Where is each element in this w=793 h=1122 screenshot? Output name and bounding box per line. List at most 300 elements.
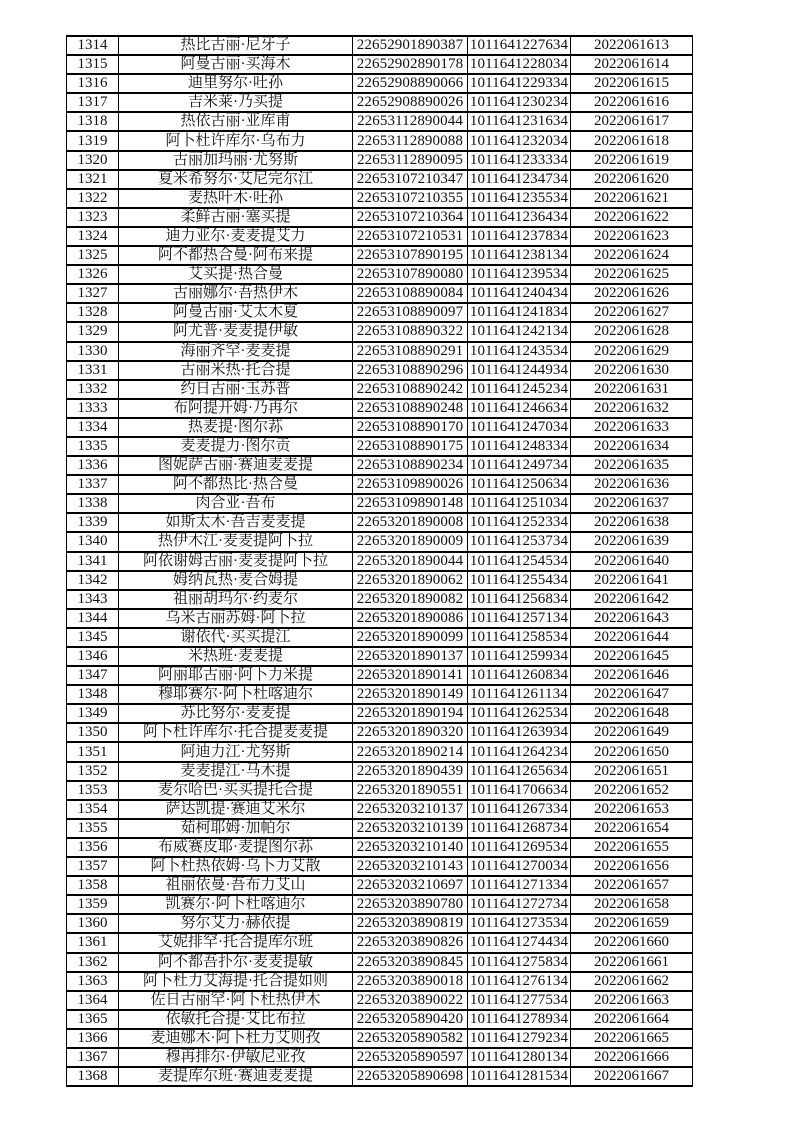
record-number-cell: 1011641273534 (468, 914, 571, 933)
table-row (67, 953, 693, 972)
id-number-cell: 22653112890095 (353, 151, 468, 170)
name-cell: 凯赛尔·阿卜杜喀迪尔 (119, 895, 353, 914)
name-cell: 麦热叶木·吐孙 (119, 189, 353, 208)
record-number-cell: 1011641252334 (468, 513, 571, 532)
record-number-cell: 1011641245234 (468, 380, 571, 399)
serial-number-cell: 1365 (67, 1010, 119, 1029)
date-code-cell: 2022061638 (571, 513, 693, 532)
serial-number-cell: 1340 (67, 532, 119, 551)
date-code-cell: 2022061666 (571, 1048, 693, 1067)
id-number-cell: 22653108890248 (353, 399, 468, 418)
name-cell: 麦麦提江·马木提 (119, 762, 353, 781)
table-row (67, 609, 693, 628)
record-number-cell: 1011641279234 (468, 1029, 571, 1048)
record-number-cell: 1011641278934 (468, 1010, 571, 1029)
date-code-cell: 2022061652 (571, 781, 693, 800)
date-code-cell: 2022061634 (571, 437, 693, 456)
table-row (67, 647, 693, 666)
date-code-cell: 2022061664 (571, 1010, 693, 1029)
date-code-cell: 2022061630 (571, 361, 693, 380)
id-number-cell: 22653109890148 (353, 494, 468, 513)
id-number-cell: 22653107890080 (353, 265, 468, 284)
id-number-cell: 22653108890170 (353, 418, 468, 437)
serial-number-cell: 1362 (67, 953, 119, 972)
record-number-cell: 1011641251034 (468, 494, 571, 513)
record-number-cell: 1011641255434 (468, 571, 571, 590)
table-row (67, 1010, 693, 1029)
record-number-cell: 1011641228034 (468, 55, 571, 74)
table-row (67, 972, 693, 991)
date-code-cell: 2022061624 (571, 246, 693, 265)
id-number-cell: 22653201890082 (353, 590, 468, 609)
id-number-cell: 22653201890194 (353, 704, 468, 723)
id-number-cell: 22653203210137 (353, 800, 468, 819)
table-row (67, 112, 693, 131)
id-number-cell: 22653203890826 (353, 933, 468, 952)
date-code-cell: 2022061629 (571, 342, 693, 361)
date-code-cell: 2022061618 (571, 131, 693, 150)
table-row (67, 189, 693, 208)
serial-number-cell: 1333 (67, 399, 119, 418)
id-number-cell: 22653108890242 (353, 380, 468, 399)
serial-number-cell: 1343 (67, 590, 119, 609)
serial-number-cell: 1337 (67, 475, 119, 494)
name-cell: 阿尤普·麦麦提伊敏 (119, 322, 353, 341)
record-number-cell: 1011641235534 (468, 189, 571, 208)
record-number-cell: 1011641253734 (468, 532, 571, 551)
record-number-cell: 1011641259934 (468, 647, 571, 666)
serial-number-cell: 1345 (67, 628, 119, 647)
record-number-cell: 1011641233334 (468, 151, 571, 170)
table-row (67, 590, 693, 609)
id-number-cell: 22653203890780 (353, 895, 468, 914)
serial-number-cell: 1357 (67, 857, 119, 876)
name-cell: 约日古丽·玉苏普 (119, 380, 353, 399)
id-number-cell: 22653109890026 (353, 475, 468, 494)
date-code-cell: 2022061627 (571, 303, 693, 322)
table-row (67, 742, 693, 761)
name-cell: 米热班·麦麦提 (119, 647, 353, 666)
name-cell: 阿不都热合曼·阿布来提 (119, 246, 353, 265)
table-row (67, 437, 693, 456)
id-number-cell: 22653203890022 (353, 991, 468, 1010)
serial-number-cell: 1334 (67, 418, 119, 437)
date-code-cell: 2022061653 (571, 800, 693, 819)
date-code-cell: 2022061660 (571, 933, 693, 952)
date-code-cell: 2022061644 (571, 628, 693, 647)
name-cell: 古丽加玛丽·尤努斯 (119, 151, 353, 170)
id-number-cell: 22653201890008 (353, 513, 468, 532)
record-number-cell: 1011641271334 (468, 876, 571, 895)
serial-number-cell: 1332 (67, 380, 119, 399)
name-cell: 热麦提·图尔荪 (119, 418, 353, 437)
record-number-cell: 1011641231634 (468, 112, 571, 131)
record-number-cell: 1011641249734 (468, 456, 571, 475)
name-cell: 阿曼古丽·买海木 (119, 55, 353, 74)
id-number-cell: 22653201890009 (353, 532, 468, 551)
id-number-cell: 22653203890819 (353, 914, 468, 933)
table-row (67, 723, 693, 742)
table-row (67, 762, 693, 781)
date-code-cell: 2022061643 (571, 609, 693, 628)
serial-number-cell: 1347 (67, 666, 119, 685)
id-number-cell: 22653201890062 (353, 571, 468, 590)
table-row (67, 170, 693, 189)
table-row (67, 93, 693, 112)
date-code-cell: 2022061628 (571, 322, 693, 341)
table-row (67, 475, 693, 494)
id-number-cell: 22653203210143 (353, 857, 468, 876)
serial-number-cell: 1317 (67, 93, 119, 112)
date-code-cell: 2022061648 (571, 704, 693, 723)
name-cell: 柔鲜古丽·塞买提 (119, 208, 353, 227)
name-cell: 姆纳瓦热·麦合姆提 (119, 571, 353, 590)
date-code-cell: 2022061650 (571, 742, 693, 761)
name-cell: 吉米莱·乃买提 (119, 93, 353, 112)
name-cell: 古丽米热·托合提 (119, 361, 353, 380)
record-number-cell: 1011641230234 (468, 93, 571, 112)
serial-number-cell: 1352 (67, 762, 119, 781)
name-cell: 夏米希努尔·艾尼完尔江 (119, 170, 353, 189)
id-number-cell: 22653201890149 (353, 685, 468, 704)
name-cell: 阿依谢姆古丽·麦麦提阿卜拉 (119, 552, 353, 571)
serial-number-cell: 1325 (67, 246, 119, 265)
name-cell: 阿丽耶古丽·阿卜力米提 (119, 666, 353, 685)
date-code-cell: 2022061654 (571, 819, 693, 838)
table-row (67, 131, 693, 150)
name-cell: 祖丽胡玛尔·约麦尔 (119, 590, 353, 609)
name-cell: 艾买提·热合曼 (119, 265, 353, 284)
date-code-cell: 2022061623 (571, 227, 693, 246)
name-cell: 阿卜杜热依姆·乌卜力艾散 (119, 857, 353, 876)
name-cell: 肉合亚·吾布 (119, 494, 353, 513)
record-number-cell: 1011641275834 (468, 953, 571, 972)
serial-number-cell: 1358 (67, 876, 119, 895)
record-number-cell: 1011641276134 (468, 972, 571, 991)
name-cell: 热比古丽·尼牙子 (119, 36, 353, 55)
serial-number-cell: 1344 (67, 609, 119, 628)
id-number-cell: 22653108890296 (353, 361, 468, 380)
id-number-cell: 22653201890086 (353, 609, 468, 628)
record-number-cell: 1011641239534 (468, 265, 571, 284)
record-number-cell: 1011641706634 (468, 781, 571, 800)
serial-number-cell: 1335 (67, 437, 119, 456)
serial-number-cell: 1319 (67, 131, 119, 150)
date-code-cell: 2022061667 (571, 1067, 693, 1086)
serial-number-cell: 1330 (67, 342, 119, 361)
table-row (67, 914, 693, 933)
id-number-cell: 22653203210139 (353, 819, 468, 838)
name-cell: 热伊木江·麦麦提阿卜拉 (119, 532, 353, 551)
serial-number-cell: 1339 (67, 513, 119, 532)
record-number-cell: 1011641261134 (468, 685, 571, 704)
date-code-cell: 2022061640 (571, 552, 693, 571)
serial-number-cell: 1320 (67, 151, 119, 170)
date-code-cell: 2022061639 (571, 532, 693, 551)
record-number-cell: 1011641265634 (468, 762, 571, 781)
serial-number-cell: 1359 (67, 895, 119, 914)
name-cell: 阿卜杜许库尔·托合提麦麦提 (119, 723, 353, 742)
id-number-cell: 22653201890214 (353, 742, 468, 761)
record-number-cell: 1011641277534 (468, 991, 571, 1010)
serial-number-cell: 1350 (67, 723, 119, 742)
record-number-cell: 1011641244934 (468, 361, 571, 380)
id-number-cell: 22653201890439 (353, 762, 468, 781)
serial-number-cell: 1361 (67, 933, 119, 952)
table-row (67, 857, 693, 876)
serial-number-cell: 1342 (67, 571, 119, 590)
table-row (67, 151, 693, 170)
id-number-cell: 22653112890088 (353, 131, 468, 150)
date-code-cell: 2022061642 (571, 590, 693, 609)
name-cell: 图妮萨古丽·赛迪麦麦提 (119, 456, 353, 475)
id-number-cell: 22653201890141 (353, 666, 468, 685)
date-code-cell: 2022061613 (571, 36, 693, 55)
date-code-cell: 2022061636 (571, 475, 693, 494)
serial-number-cell: 1356 (67, 838, 119, 857)
record-number-cell: 1011641257134 (468, 609, 571, 628)
name-cell: 努尔艾力·赫依提 (119, 914, 353, 933)
table-row (67, 74, 693, 93)
name-cell: 布威赛皮耶·麦提图尔荪 (119, 838, 353, 857)
date-code-cell: 2022061661 (571, 953, 693, 972)
id-number-cell: 22653112890044 (353, 112, 468, 131)
table-row (67, 1048, 693, 1067)
name-cell: 谢依代·买买提江 (119, 628, 353, 647)
table-row (67, 55, 693, 74)
table-row (67, 819, 693, 838)
table-row (67, 933, 693, 952)
id-number-cell: 22653108890291 (353, 342, 468, 361)
date-code-cell: 2022061651 (571, 762, 693, 781)
id-number-cell: 22653108890322 (353, 322, 468, 341)
record-number-cell: 1011641241834 (468, 303, 571, 322)
date-code-cell: 2022061631 (571, 380, 693, 399)
record-number-cell: 1011641272734 (468, 895, 571, 914)
date-code-cell: 2022061625 (571, 265, 693, 284)
name-cell: 阿卜杜力艾海提·托合提如则 (119, 972, 353, 991)
table-row (67, 781, 693, 800)
record-number-cell: 1011641268734 (468, 819, 571, 838)
record-number-cell: 1011641263934 (468, 723, 571, 742)
name-cell: 阿不都热比·热合曼 (119, 475, 353, 494)
serial-number-cell: 1318 (67, 112, 119, 131)
table-row (67, 838, 693, 857)
record-number-cell: 1011641254534 (468, 552, 571, 571)
serial-number-cell: 1346 (67, 647, 119, 666)
name-cell: 麦迪娜木·阿卜杜力艾则孜 (119, 1029, 353, 1048)
table-row (67, 685, 693, 704)
record-number-cell: 1011641269534 (468, 838, 571, 857)
date-code-cell: 2022061626 (571, 284, 693, 303)
serial-number-cell: 1351 (67, 742, 119, 761)
date-code-cell: 2022061633 (571, 418, 693, 437)
id-number-cell: 22653201890099 (353, 628, 468, 647)
serial-number-cell: 1323 (67, 208, 119, 227)
id-number-cell: 22653107210355 (353, 189, 468, 208)
serial-number-cell: 1322 (67, 189, 119, 208)
id-number-cell: 22653201890044 (353, 552, 468, 571)
id-number-cell: 22652901890387 (353, 36, 468, 55)
date-code-cell: 2022061649 (571, 723, 693, 742)
table-row (67, 456, 693, 475)
serial-number-cell: 1353 (67, 781, 119, 800)
serial-number-cell: 1326 (67, 265, 119, 284)
name-cell: 祖丽依曼·吾布力艾山 (119, 876, 353, 895)
id-number-cell: 22653203890018 (353, 972, 468, 991)
table-row (67, 571, 693, 590)
serial-number-cell: 1367 (67, 1048, 119, 1067)
name-cell: 麦尔哈巴·买买提托合提 (119, 781, 353, 800)
record-number-cell: 1011641237834 (468, 227, 571, 246)
table-row (67, 552, 693, 571)
table-row (67, 380, 693, 399)
id-number-cell: 22653205890582 (353, 1029, 468, 1048)
name-cell: 阿卜杜许库尔·乌布力 (119, 131, 353, 150)
date-code-cell: 2022061615 (571, 74, 693, 93)
id-number-cell: 22653107890195 (353, 246, 468, 265)
date-code-cell: 2022061663 (571, 991, 693, 1010)
serial-number-cell: 1338 (67, 494, 119, 513)
table-row (67, 895, 693, 914)
record-number-cell: 1011641280134 (468, 1048, 571, 1067)
id-number-cell: 22653108890084 (353, 284, 468, 303)
record-number-cell: 1011641260834 (468, 666, 571, 685)
table-row (67, 1029, 693, 1048)
record-number-cell: 1011641234734 (468, 170, 571, 189)
date-code-cell: 2022061635 (571, 456, 693, 475)
record-number-cell: 1011641236434 (468, 208, 571, 227)
serial-number-cell: 1316 (67, 74, 119, 93)
id-number-cell: 22653108890097 (353, 303, 468, 322)
serial-number-cell: 1324 (67, 227, 119, 246)
date-code-cell: 2022061659 (571, 914, 693, 933)
record-number-cell: 1011641270034 (468, 857, 571, 876)
table-row (67, 704, 693, 723)
name-cell: 迪里努尔·吐孙 (119, 74, 353, 93)
serial-number-cell: 1314 (67, 36, 119, 55)
name-cell: 茹柯耶姆·加帕尔 (119, 819, 353, 838)
table-row (67, 399, 693, 418)
serial-number-cell: 1327 (67, 284, 119, 303)
serial-number-cell: 1328 (67, 303, 119, 322)
date-code-cell: 2022061655 (571, 838, 693, 857)
id-number-cell: 22653201890551 (353, 781, 468, 800)
serial-number-cell: 1360 (67, 914, 119, 933)
serial-number-cell: 1349 (67, 704, 119, 723)
table-row (67, 991, 693, 1010)
table-row (67, 36, 693, 55)
record-number-cell: 1011641262534 (468, 704, 571, 723)
table-row (67, 800, 693, 819)
table-row (67, 284, 693, 303)
name-cell: 阿迪力江·尤努斯 (119, 742, 353, 761)
serial-number-cell: 1368 (67, 1067, 119, 1086)
name-cell: 苏比努尔·麦麦提 (119, 704, 353, 723)
name-cell: 如斯太木·吾吉麦麦提 (119, 513, 353, 532)
id-number-cell: 22652902890178 (353, 55, 468, 74)
id-number-cell: 22653107210364 (353, 208, 468, 227)
date-code-cell: 2022061662 (571, 972, 693, 991)
record-number-cell: 1011641243534 (468, 342, 571, 361)
records-table (66, 35, 693, 1087)
name-cell: 热依古丽·亚库甫 (119, 112, 353, 131)
id-number-cell: 22653108890175 (353, 437, 468, 456)
record-number-cell: 1011641274434 (468, 933, 571, 952)
table-row (67, 227, 693, 246)
id-number-cell: 22653108890234 (353, 456, 468, 475)
serial-number-cell: 1366 (67, 1029, 119, 1048)
id-number-cell: 22653201890137 (353, 647, 468, 666)
id-number-cell: 22653107210531 (353, 227, 468, 246)
table-row (67, 265, 693, 284)
date-code-cell: 2022061616 (571, 93, 693, 112)
serial-number-cell: 1321 (67, 170, 119, 189)
id-number-cell: 22652908890066 (353, 74, 468, 93)
table-row (67, 876, 693, 895)
record-number-cell: 1011641250634 (468, 475, 571, 494)
table-row (67, 418, 693, 437)
serial-number-cell: 1348 (67, 685, 119, 704)
record-number-cell: 1011641232034 (468, 131, 571, 150)
id-number-cell: 22653203890845 (353, 953, 468, 972)
record-number-cell: 1011641227634 (468, 36, 571, 55)
serial-number-cell: 1331 (67, 361, 119, 380)
date-code-cell: 2022061641 (571, 571, 693, 590)
date-code-cell: 2022061617 (571, 112, 693, 131)
serial-number-cell: 1341 (67, 552, 119, 571)
name-cell: 依敏托合提·艾比布拉 (119, 1010, 353, 1029)
table-row (67, 628, 693, 647)
table-row (67, 532, 693, 551)
serial-number-cell: 1315 (67, 55, 119, 74)
name-cell: 阿不都吾扑尔·麦麦提敏 (119, 953, 353, 972)
date-code-cell: 2022061658 (571, 895, 693, 914)
date-code-cell: 2022061621 (571, 189, 693, 208)
name-cell: 萨达凯提·赛迪艾米尔 (119, 800, 353, 819)
name-cell: 迪力亚尔·麦麦提艾力 (119, 227, 353, 246)
name-cell: 艾妮排罕·托合提库尔班 (119, 933, 353, 952)
table-row (67, 666, 693, 685)
date-code-cell: 2022061622 (571, 208, 693, 227)
date-code-cell: 2022061657 (571, 876, 693, 895)
id-number-cell: 22653205890597 (353, 1048, 468, 1067)
name-cell: 麦麦提力·图尔贡 (119, 437, 353, 456)
id-number-cell: 22653205890698 (353, 1067, 468, 1086)
date-code-cell: 2022061614 (571, 55, 693, 74)
record-number-cell: 1011641247034 (468, 418, 571, 437)
id-number-cell: 22653203210697 (353, 876, 468, 895)
record-number-cell: 1011641229334 (468, 74, 571, 93)
table-row (67, 246, 693, 265)
date-code-cell: 2022061656 (571, 857, 693, 876)
table-row (67, 1067, 693, 1086)
record-number-cell: 1011641258534 (468, 628, 571, 647)
date-code-cell: 2022061646 (571, 666, 693, 685)
name-cell: 佐日古丽罕·阿卜杜热伊木 (119, 991, 353, 1010)
date-code-cell: 2022061637 (571, 494, 693, 513)
serial-number-cell: 1364 (67, 991, 119, 1010)
name-cell: 布阿提开姆·乃再尔 (119, 399, 353, 418)
id-number-cell: 22653203210140 (353, 838, 468, 857)
id-number-cell: 22653205890420 (353, 1010, 468, 1029)
date-code-cell: 2022061632 (571, 399, 693, 418)
date-code-cell: 2022061665 (571, 1029, 693, 1048)
table-row (67, 494, 693, 513)
name-cell: 麦提库尔班·赛迪麦麦提 (119, 1067, 353, 1086)
serial-number-cell: 1329 (67, 322, 119, 341)
serial-number-cell: 1363 (67, 972, 119, 991)
